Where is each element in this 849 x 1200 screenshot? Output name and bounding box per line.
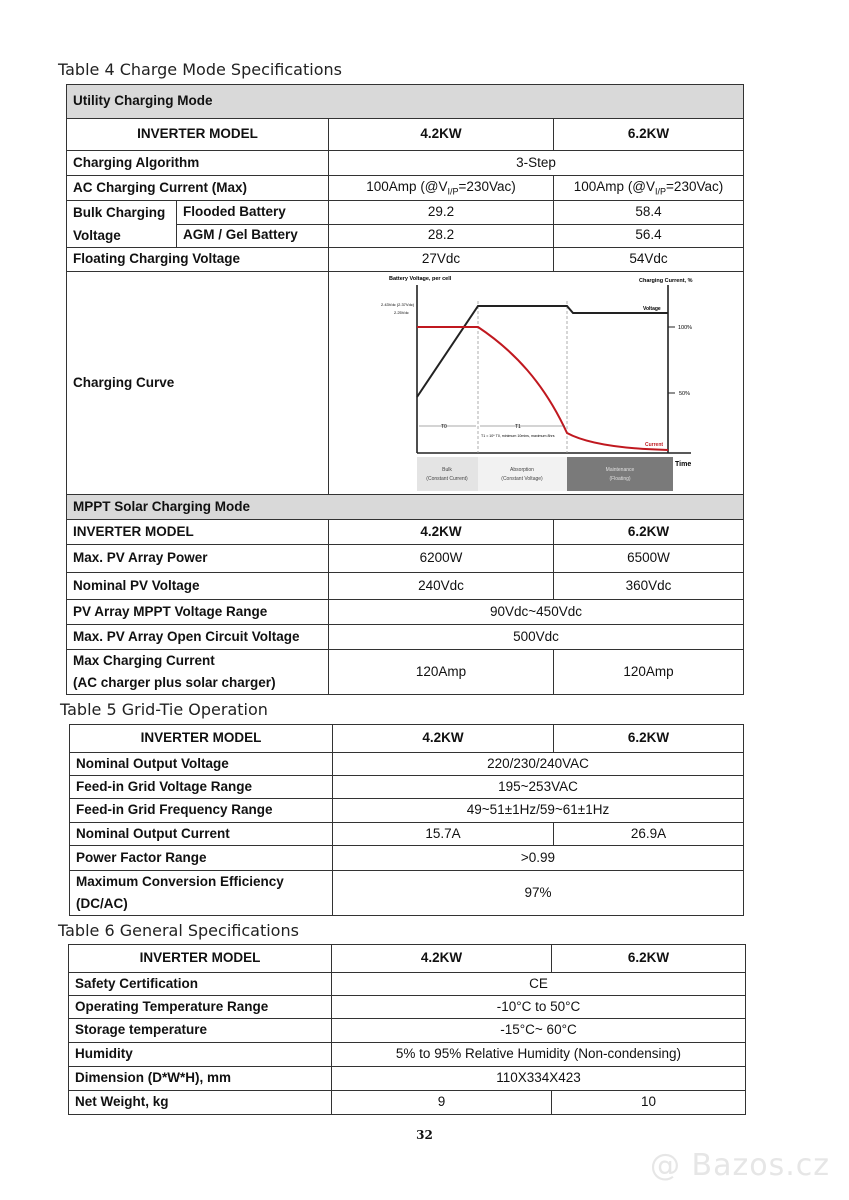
flooded-a: 29.2: [329, 201, 554, 225]
op-temp-value: -10°C to 50°C: [332, 996, 746, 1019]
table5-grid-tie: [69, 724, 744, 916]
t0-label: T0: [441, 423, 447, 430]
out-voltage-value: 220/230/240VAC: [333, 753, 744, 776]
op-temp-label: Operating Temperature Range: [69, 996, 332, 1019]
dimension-value: 110X334X423: [332, 1067, 746, 1091]
stage-maintenance-sub: (Floating): [609, 475, 631, 482]
v-label-2: 2.25Vdc: [394, 309, 409, 315]
stage-absorption-box: [478, 457, 567, 491]
algo-value: 3-Step: [329, 151, 744, 176]
current-curve: [417, 327, 668, 450]
y-right-title: Charging Current, %: [639, 277, 693, 284]
ac-current-label: AC Charging Current (Max): [67, 176, 329, 201]
pv-nominal-b: 360Vdc: [554, 573, 744, 600]
out-voltage-label: Nominal Output Voltage: [70, 753, 333, 776]
agm-b: 56.4: [554, 224, 744, 248]
grid-freq-value: 49~51±1Hz/59~61±1Hz: [333, 799, 744, 823]
stage-absorption-sub: (Constant Voltage): [501, 475, 543, 482]
model-a-header: 4.2KW: [329, 119, 554, 151]
table5-caption: Table 5 Grid-Tie Operation: [60, 700, 268, 719]
t5-model-header: INVERTER MODEL: [70, 725, 333, 753]
watermark-logo: @ Bazos.cz: [650, 1148, 831, 1183]
out-current-label: Nominal Output Current: [70, 823, 333, 846]
grid-freq-label: Feed-in Grid Frequency Range: [70, 799, 333, 823]
table6-general-specs: [68, 944, 746, 1115]
dimension-label: Dimension (D*W*H), mm: [69, 1067, 332, 1091]
pct-100-label: 100%: [678, 324, 693, 331]
max-charge-a: 120Amp: [329, 650, 554, 695]
out-current-a: 15.7A: [333, 823, 554, 846]
agm-a: 28.2: [329, 224, 554, 248]
t5-model-b: 6.2KW: [554, 725, 744, 753]
humidity-label: Humidity: [69, 1043, 332, 1067]
model-b-header: 6.2KW: [554, 119, 744, 151]
stage-maintenance-title: Maintenance: [605, 466, 635, 473]
utility-section-header: Utility Charging Mode: [67, 85, 744, 119]
agm-label: AGM / Gel Battery: [177, 224, 329, 248]
t1-label: T1: [515, 423, 521, 430]
t1-note: T1 = 10* T0, minimum 10mins, maximum 8hrs: [481, 433, 555, 438]
ac-current-b: 100Amp $(@V_{I/P}=230Vac)$: [554, 176, 744, 201]
pv-nominal-label: Nominal PV Voltage: [67, 573, 329, 600]
stage-bulk-title: Bulk: [442, 466, 452, 473]
storage-value: -15°C~ 60°C: [332, 1019, 746, 1043]
storage-label: Storage temperature: [69, 1019, 332, 1043]
mppt-range-label: PV Array MPPT Voltage Range: [67, 600, 329, 625]
float-label: Floating Charging Voltage: [67, 248, 329, 272]
current-curve-label: Current: [645, 441, 664, 448]
stage-maintenance-box: [567, 457, 673, 491]
table4-charge-mode: [66, 84, 744, 695]
pf-value: >0.99: [333, 846, 744, 871]
t6-model-b: 6.2KW: [552, 945, 746, 973]
mppt-model-b: 6.2KW: [554, 520, 744, 545]
weight-b: 10: [552, 1091, 746, 1115]
mppt-section-header: MPPT Solar Charging Mode: [67, 495, 744, 520]
float-a: 27Vdc: [329, 248, 554, 272]
max-charge-label: Max Charging Current (AC charger plus solar charger): [67, 650, 329, 695]
curve-label: Charging Curve: [67, 272, 329, 495]
ac-current-a: 100Amp $(@V_{I/P}=230Vac)$: [329, 176, 554, 201]
charging-curve-diagram: [329, 273, 742, 494]
voc-value: 500Vdc: [329, 625, 744, 650]
max-charge-b: 120Amp: [554, 650, 744, 695]
time-label: Time: [675, 460, 692, 468]
bulk-label: Bulk Charging Voltage: [67, 201, 177, 248]
pf-label: Power Factor Range: [70, 846, 333, 871]
table6-caption: Table 6 General Specifications: [58, 921, 299, 940]
stage-absorption-title: Absorption: [510, 466, 534, 473]
flooded-label: Flooded Battery: [177, 201, 329, 225]
pct-50-label: 50%: [679, 390, 691, 397]
grid-voltage-value: 195~253VAC: [333, 776, 744, 799]
y-left-title: Battery Voltage, per cell: [389, 275, 452, 282]
model-header: INVERTER MODEL: [67, 119, 329, 151]
out-current-b: 26.9A: [554, 823, 744, 846]
flooded-b: 58.4: [554, 201, 744, 225]
pv-power-a: 6200W: [329, 545, 554, 573]
humidity-value: 5% to 95% Relative Humidity (Non-condensing): [332, 1043, 746, 1067]
page-number: 32: [416, 1128, 433, 1142]
mppt-model-header: INVERTER MODEL: [67, 520, 329, 545]
safety-value: CE: [332, 973, 746, 996]
float-b: 54Vdc: [554, 248, 744, 272]
t5-model-a: 4.2KW: [333, 725, 554, 753]
mppt-model-a: 4.2KW: [329, 520, 554, 545]
pv-power-label: Max. PV Array Power: [67, 545, 329, 573]
voltage-curve-label: Voltage: [643, 305, 661, 312]
pv-power-b: 6500W: [554, 545, 744, 573]
charging-curve-cell: [329, 272, 744, 495]
safety-label: Safety Certification: [69, 973, 332, 996]
t6-model-header: INVERTER MODEL: [69, 945, 332, 973]
v-label-1: 2.43Vdc (2.37Vdc): [381, 301, 415, 307]
algo-label: Charging Algorithm: [67, 151, 329, 176]
weight-a: 9: [332, 1091, 552, 1115]
weight-label: Net Weight, kg: [69, 1091, 332, 1115]
table4-caption: Table 4 Charge Mode Specifications: [58, 60, 342, 79]
eff-value: 97%: [333, 871, 744, 916]
pv-nominal-a: 240Vdc: [329, 573, 554, 600]
eff-label: Maximum Conversion Efficiency (DC/AC): [70, 871, 333, 916]
grid-voltage-label: Feed-in Grid Voltage Range: [70, 776, 333, 799]
t6-model-a: 4.2KW: [332, 945, 552, 973]
stage-bulk-sub: (Constant Current): [426, 475, 468, 482]
stage-bulk-box: [417, 457, 478, 491]
voc-label: Max. PV Array Open Circuit Voltage: [67, 625, 329, 650]
mppt-range-value: 90Vdc~450Vdc: [329, 600, 744, 625]
voltage-curve: [417, 306, 668, 397]
